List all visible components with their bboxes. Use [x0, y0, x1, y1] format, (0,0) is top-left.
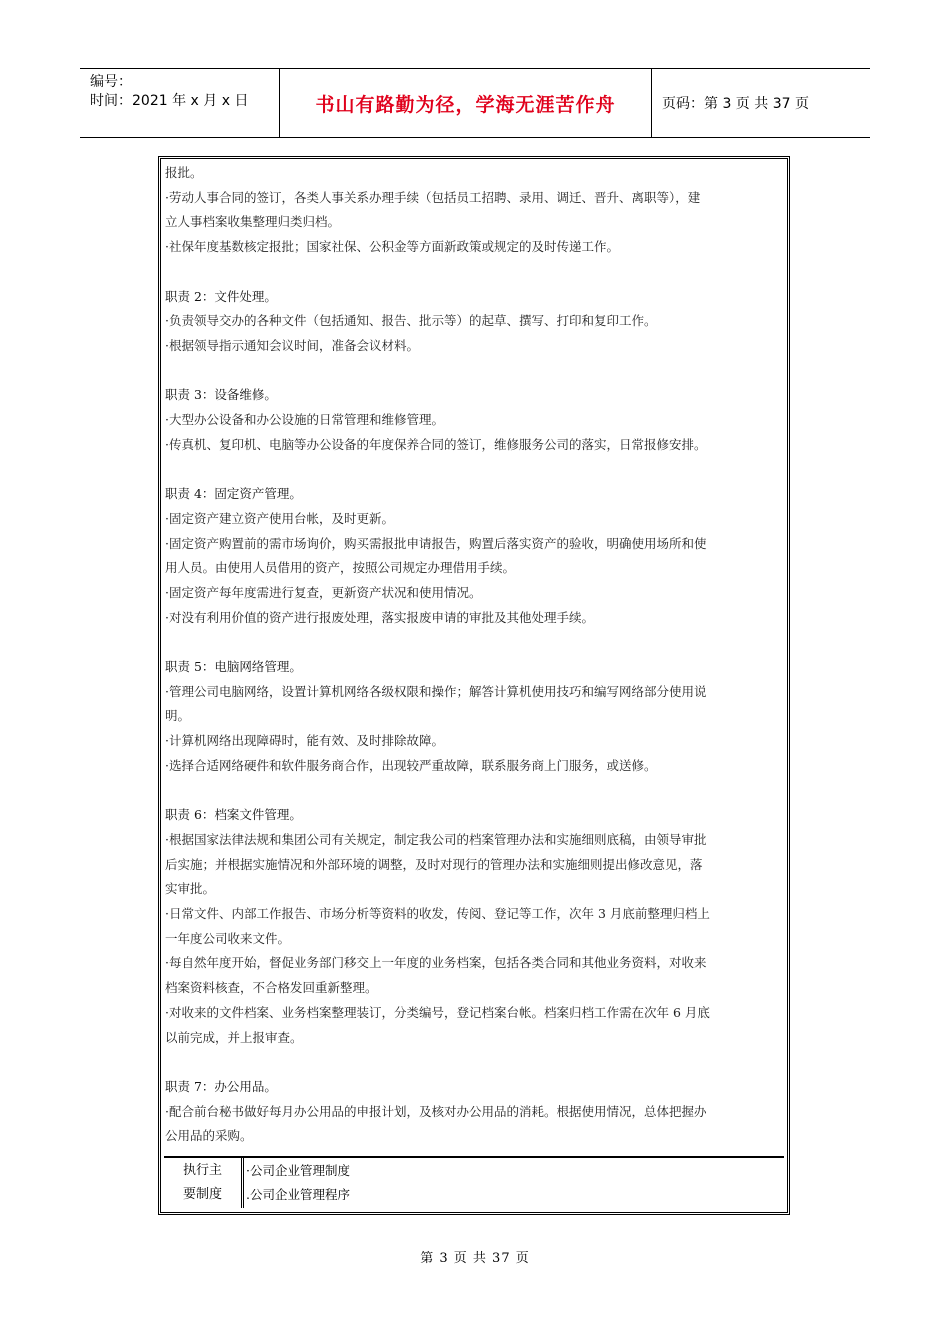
duty-heading: 职责 3：设备维修。	[165, 387, 277, 403]
body-line: 立人事档案收集整理归类归档。	[165, 214, 341, 230]
header-page-info: 页码：第 3 页 共 37 页	[662, 96, 809, 112]
page-footer: 第 3 页 共 37 页	[420, 1251, 530, 1266]
code-label: 编号：	[90, 74, 132, 90]
body-line: ·管理公司电脑网络，设置计算机网络各级权限和操作；解答计算机使用技巧和编写网络部分使用说	[165, 683, 707, 699]
blank-line	[165, 1050, 783, 1075]
exec-system-table	[164, 1156, 784, 1208]
exec-system-items	[244, 1158, 784, 1208]
body-line: ·配合前台秘书做好每月办公用品的申报计划，及核对办公用品的消耗。根据使用情况，总体把握办	[165, 1103, 707, 1119]
body-line: 一年度公司收来文件。	[165, 930, 291, 946]
header-meta	[80, 69, 280, 137]
body-line: 用人员。由使用人员借用的资产，按照公司规定办理借用手续。	[165, 560, 516, 576]
blank-line	[165, 260, 783, 285]
exec-system-label	[164, 1158, 244, 1208]
body-line: ·计算机网络出现障碍时，能有效、及时排除故障。	[165, 733, 444, 749]
body-line: ·社保年度基数核定报批；国家社保、公积金等方面新政策或规定的及时传递工作。	[165, 239, 619, 255]
duty-heading: 职责 4：固定资产管理。	[165, 486, 302, 502]
body-line: 档案资料核查，不合格发回重新整理。	[165, 980, 378, 996]
body-line: 报批。	[165, 165, 203, 180]
body-line: ·每自然年度开始，督促业务部门移交上一年度的业务档案，包括各类合同和其他业务资料，对收来	[165, 955, 707, 971]
body-line: ·固定资产每年度需进行复查，更新资产状况和使用情况。	[165, 584, 482, 600]
exec-item: ·公司企业管理制度	[246, 1163, 350, 1178]
body-line: ·负责领导交办的各种文件（包括通知、报告、批示等）的起草、撰写、打印和复印工作。	[165, 313, 657, 329]
body-line: 后实施；并根据实施情况和外部环境的调整，及时对现行的管理办法和实施细则提出修改意见，落	[165, 856, 703, 872]
blank-line	[165, 457, 783, 482]
exec-label-line2: 要制度	[182, 1187, 222, 1202]
body-line: 明。	[165, 708, 191, 724]
body-line: ·日常文件、内部工作报告、市场分析等资料的收发，传阅、登记等工作，次年 3 月底前整理归档上	[165, 906, 710, 922]
body-line: ·对没有利用价值的资产进行报废处理，落实报废申请的审批及其他处理手续。	[165, 609, 594, 625]
body-line: ·根据国家法律法规和集团公司有关规定，制定我公司的档案管理办法和实施细则底稿，由领导审批	[165, 831, 707, 847]
blank-line	[165, 779, 783, 804]
document-body	[165, 161, 783, 1149]
body-line: 以前完成，并上报审查。	[165, 1029, 303, 1045]
body-line: ·根据领导指示通知会议时间，准备会议材料。	[165, 337, 419, 353]
blank-line	[165, 359, 783, 384]
body-line: ·传真机、复印机、电脑等办公设备的年度保养合同的签订，维修服务公司的落实，日常报修安排。	[165, 436, 707, 452]
body-line: 实审批。	[165, 881, 216, 897]
body-line: ·固定资产购置前的需市场询价，购买需报批申请报告，购置后落实资产的验收，明确使用场所和使	[165, 535, 707, 551]
duty-heading: 职责 2：文件处理。	[165, 288, 277, 304]
body-line: ·劳动人事合同的签订，各类人事关系办理手续（包括员工招聘、录用、调迁、晋升、离职等），建	[165, 189, 701, 205]
exec-item: .公司企业管理程序	[246, 1187, 350, 1202]
page-header	[80, 68, 870, 138]
document-frame	[158, 156, 790, 1215]
body-line: ·选择合适网络硬件和软件服务商合作，出现较严重故障，联系服务商上门服务，或送修。	[165, 757, 657, 773]
duty-heading: 职责 5：电脑网络管理。	[165, 659, 302, 674]
blank-line	[165, 630, 783, 655]
exec-label-line1: 执行主	[182, 1163, 222, 1178]
body-line: 公用品的采购。	[165, 1128, 253, 1144]
date-label: 时间：2021 年 x 月 x 日	[90, 93, 249, 109]
body-line: ·大型办公设备和办公设施的日常管理和维修管理。	[165, 412, 444, 427]
duty-heading: 职责 6：档案文件管理。	[165, 807, 302, 823]
body-line: ·对收来的文件档案、业务档案整理装订，分类编号，登记档案台帐。档案归档工作需在次年 6 月底	[165, 1004, 710, 1020]
header-motto: 书山有路勤为径，学海无涯苦作舟	[280, 69, 652, 137]
duty-heading: 职责 7：办公用品。	[165, 1078, 277, 1094]
body-line: ·固定资产建立资产使用台帐，及时更新。	[165, 510, 394, 526]
